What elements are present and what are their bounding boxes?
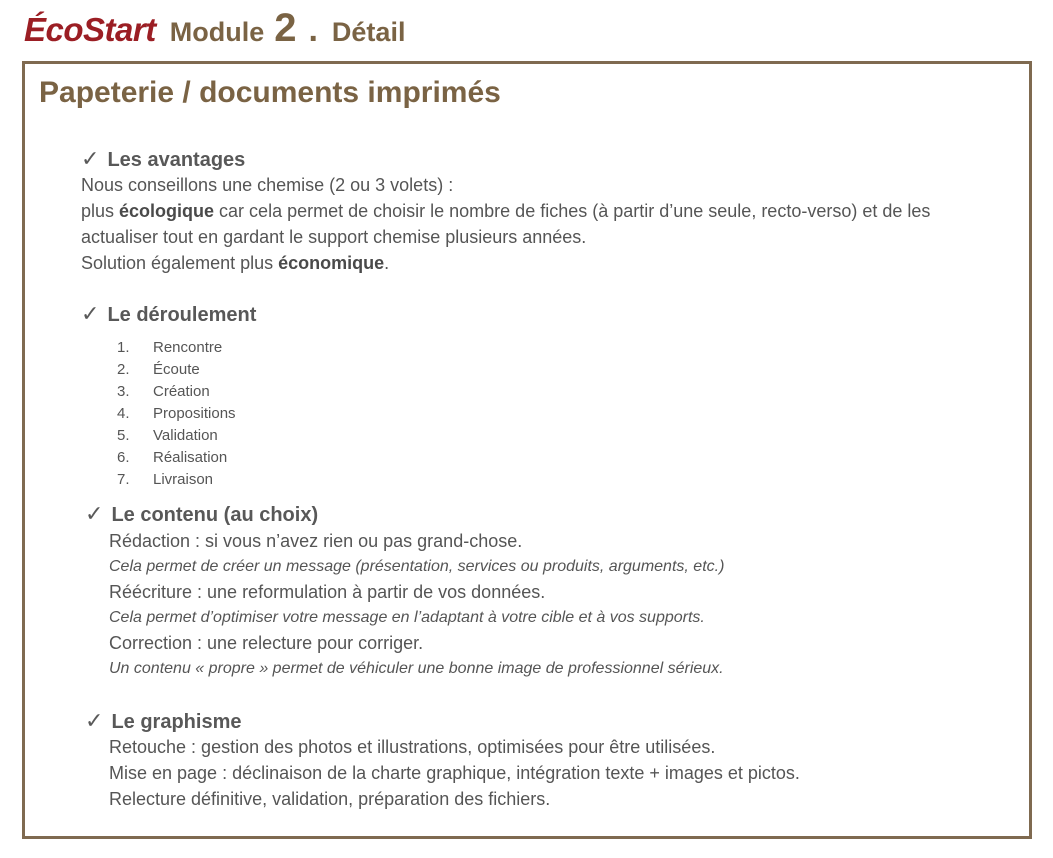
text-run: plus: [81, 201, 120, 221]
step-number: 2.: [117, 361, 130, 378]
list-item: [117, 381, 236, 403]
list-item: [117, 469, 236, 491]
list-item: [117, 359, 236, 381]
graphisme-relecture: Relecture définitive, validation, préparation des fichiers.: [109, 789, 551, 809]
brand-logo-text: ÉcoStart: [24, 11, 156, 48]
check-icon: ✓: [85, 501, 104, 526]
list-item: [117, 337, 236, 359]
graphisme-body: [85, 734, 985, 812]
step-label: Propositions: [153, 405, 236, 422]
contenu-reecriture: Réécriture : une reformulation à partir de vos données.: [109, 582, 546, 602]
step-label: Validation: [153, 427, 218, 444]
module-label: Module: [169, 17, 265, 47]
section-heading: [85, 708, 985, 734]
list-item: [117, 447, 236, 469]
text-run: .: [384, 253, 390, 273]
step-label: Réalisation: [153, 449, 228, 466]
steps-list: [117, 337, 236, 491]
section-heading-label: Le graphisme: [111, 711, 242, 733]
contenu-correction-note: Un contenu « propre » permet de véhiculer une bonne image de professionnel sérieux.: [109, 660, 724, 677]
section-contenu: [85, 501, 985, 682]
emphasis-ecologique: écologique: [119, 201, 215, 221]
check-icon: ✓: [81, 301, 100, 326]
check-icon: ✓: [85, 708, 104, 733]
page-header: [24, 6, 405, 56]
content-frame: [22, 61, 1032, 839]
step-number: 4.: [117, 405, 130, 422]
text-run: car cela permet de choisir le nombre de fiches (à partir d’une seule, recto-verso) et de les actualiser tout en gardant le support chemise plusieurs années.: [81, 201, 931, 247]
step-number: 5.: [117, 427, 130, 444]
contenu-correction: Correction : une relecture pour corriger.: [109, 633, 424, 653]
avantages-intro: Nous conseillons une chemise (2 ou 3 volets) :: [81, 175, 454, 195]
step-number: 6.: [117, 449, 130, 466]
avantages-paragraph-ecologique: [81, 198, 1011, 250]
avantages-paragraph-economique: [81, 250, 1011, 276]
step-label: Création: [153, 383, 210, 400]
step-label: Écoute: [153, 361, 200, 378]
section-heading: [81, 146, 1011, 172]
step-label: Livraison: [153, 471, 214, 488]
contenu-redaction-note: Cela permet de créer un message (présentation, services ou produits, arguments, etc.): [109, 558, 725, 575]
step-number: 1.: [117, 339, 130, 356]
section-heading-label: Le déroulement: [107, 304, 257, 326]
section-deroulement: [81, 301, 481, 488]
emphasis-economique: économique: [278, 253, 385, 273]
graphisme-retouche: Retouche : gestion des photos et illustrations, optimisées pour être utilisées.: [109, 737, 716, 757]
module-number: 2: [274, 6, 297, 50]
contenu-reecriture-note: Cela permet d’optimiser votre message en l’adaptant à votre cible et à vos supports.: [109, 609, 705, 626]
section-heading: [85, 501, 985, 527]
contenu-redaction: Rédaction : si vous n’avez rien ou pas grand-chose.: [109, 531, 523, 551]
module-separator: .: [308, 11, 318, 49]
section-heading: [81, 301, 481, 327]
section-heading-label: Le contenu (au choix): [111, 504, 319, 526]
page-title: Papeterie / documents imprimés: [39, 76, 501, 109]
step-number: 7.: [117, 471, 130, 488]
contenu-body: [85, 529, 985, 682]
module-title: Détail: [331, 17, 406, 47]
list-item: [117, 403, 236, 425]
list-item: [117, 425, 236, 447]
text-run: Solution également plus: [81, 253, 279, 273]
section-graphisme: [85, 708, 985, 812]
section-heading-label: Les avantages: [107, 149, 246, 171]
graphisme-mise-en-page: Mise en page : déclinaison de la charte graphique, intégration texte + images et pictos.: [109, 763, 800, 783]
step-label: Rencontre: [153, 339, 223, 356]
step-number: 3.: [117, 383, 130, 400]
section-avantages: [81, 146, 1011, 276]
check-icon: ✓: [81, 146, 100, 171]
